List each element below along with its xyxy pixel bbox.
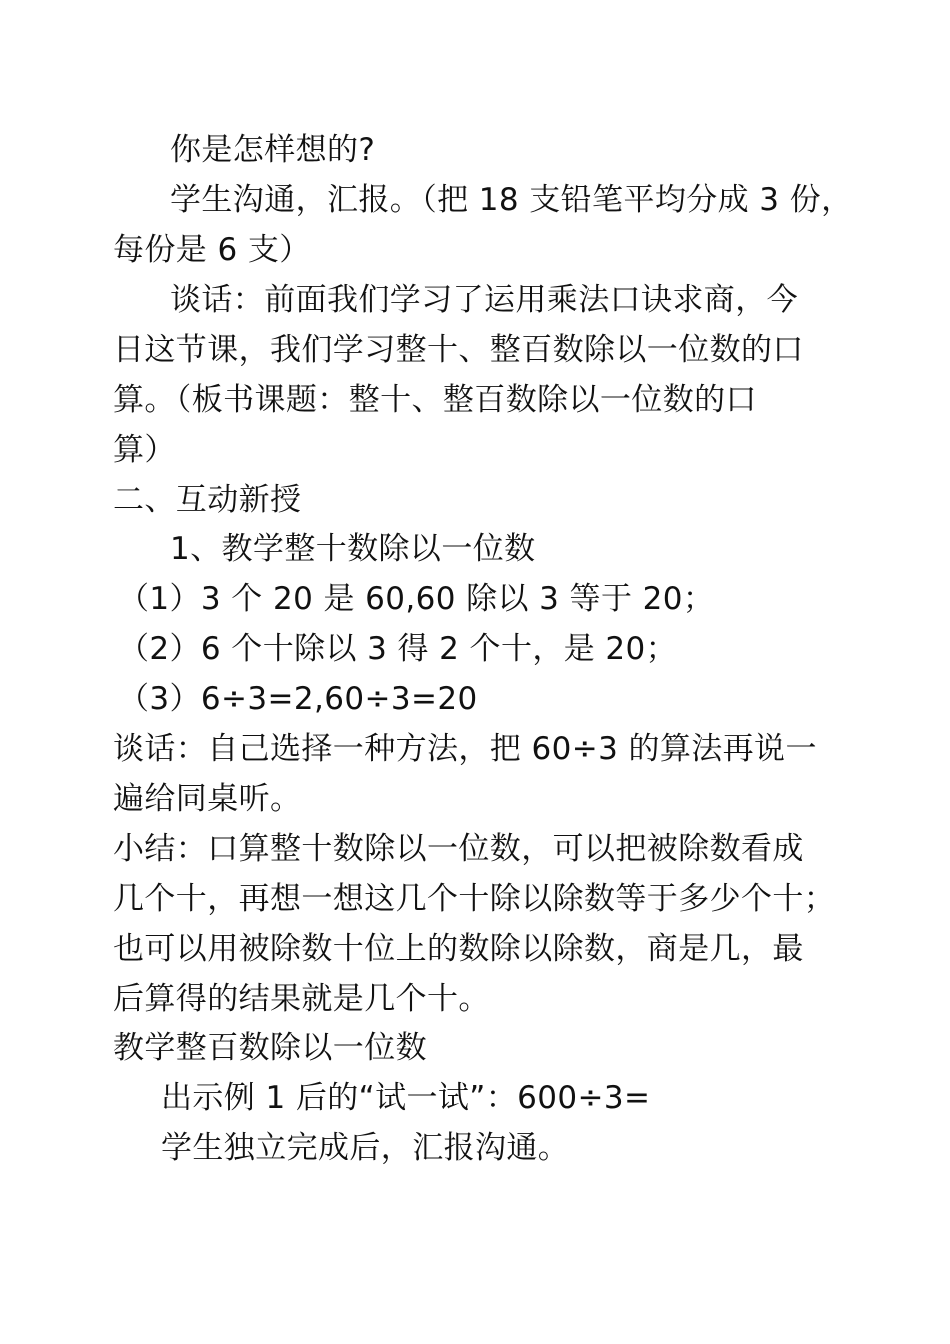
paragraph-talk-line2: 日这节课，我们学习整十、整百数除以一位数的口 — [113, 332, 804, 368]
paragraph-report-line1: 学生沟通，汇报。（把 18 支铅笔平均分成 3 份， — [170, 182, 853, 218]
paragraph-talk-line3: 算。（板书课题：整十、整百数除以一位数的口 — [113, 382, 757, 418]
subsection-heading-2: 教学整百数除以一位数 — [113, 1030, 427, 1066]
paragraph-summary-line1: 小结：口算整十数除以一位数，可以把被除数看成 — [113, 831, 804, 867]
paragraph-complete: 学生独立完成后，汇报沟通。 — [161, 1130, 570, 1166]
paragraph-example: 出示例 1 后的“试一试”：600÷3= — [161, 1080, 651, 1116]
list-item-3: （3）6÷3=2,60÷3=20 — [118, 681, 478, 717]
list-item-2: （2）6 个十除以 3 得 2 个十，是 20； — [118, 631, 678, 667]
paragraph-summary-line3: 也可以用被除数十位上的数除以除数，商是几，最 — [113, 931, 804, 967]
paragraph-report-line2: 每份是 6 支） — [113, 232, 311, 268]
paragraph-talk2-line2: 遍给同桌听。 — [113, 781, 302, 817]
paragraph-summary-line2: 几个十，再想一想这几个十除以除数等于多少个十； — [113, 881, 836, 917]
paragraph-question: 你是怎样想的? — [170, 132, 376, 168]
paragraph-talk-line4: 算） — [113, 432, 176, 468]
subsection-heading: 1、教学整十数除以一位数 — [170, 531, 536, 567]
section-heading: 二、互动新授 — [113, 482, 302, 518]
paragraph-talk-line1: 谈话：前面我们学习了运用乘法口诀求商，今 — [170, 282, 798, 318]
paragraph-talk2-line1: 谈话：自己选择一种方法，把 60÷3 的算法再说一 — [113, 731, 817, 767]
list-item-1: （1）3 个 20 是 60,60 除以 3 等于 20； — [118, 581, 715, 617]
paragraph-summary-line4: 后算得的结果就是几个十。 — [113, 981, 490, 1017]
